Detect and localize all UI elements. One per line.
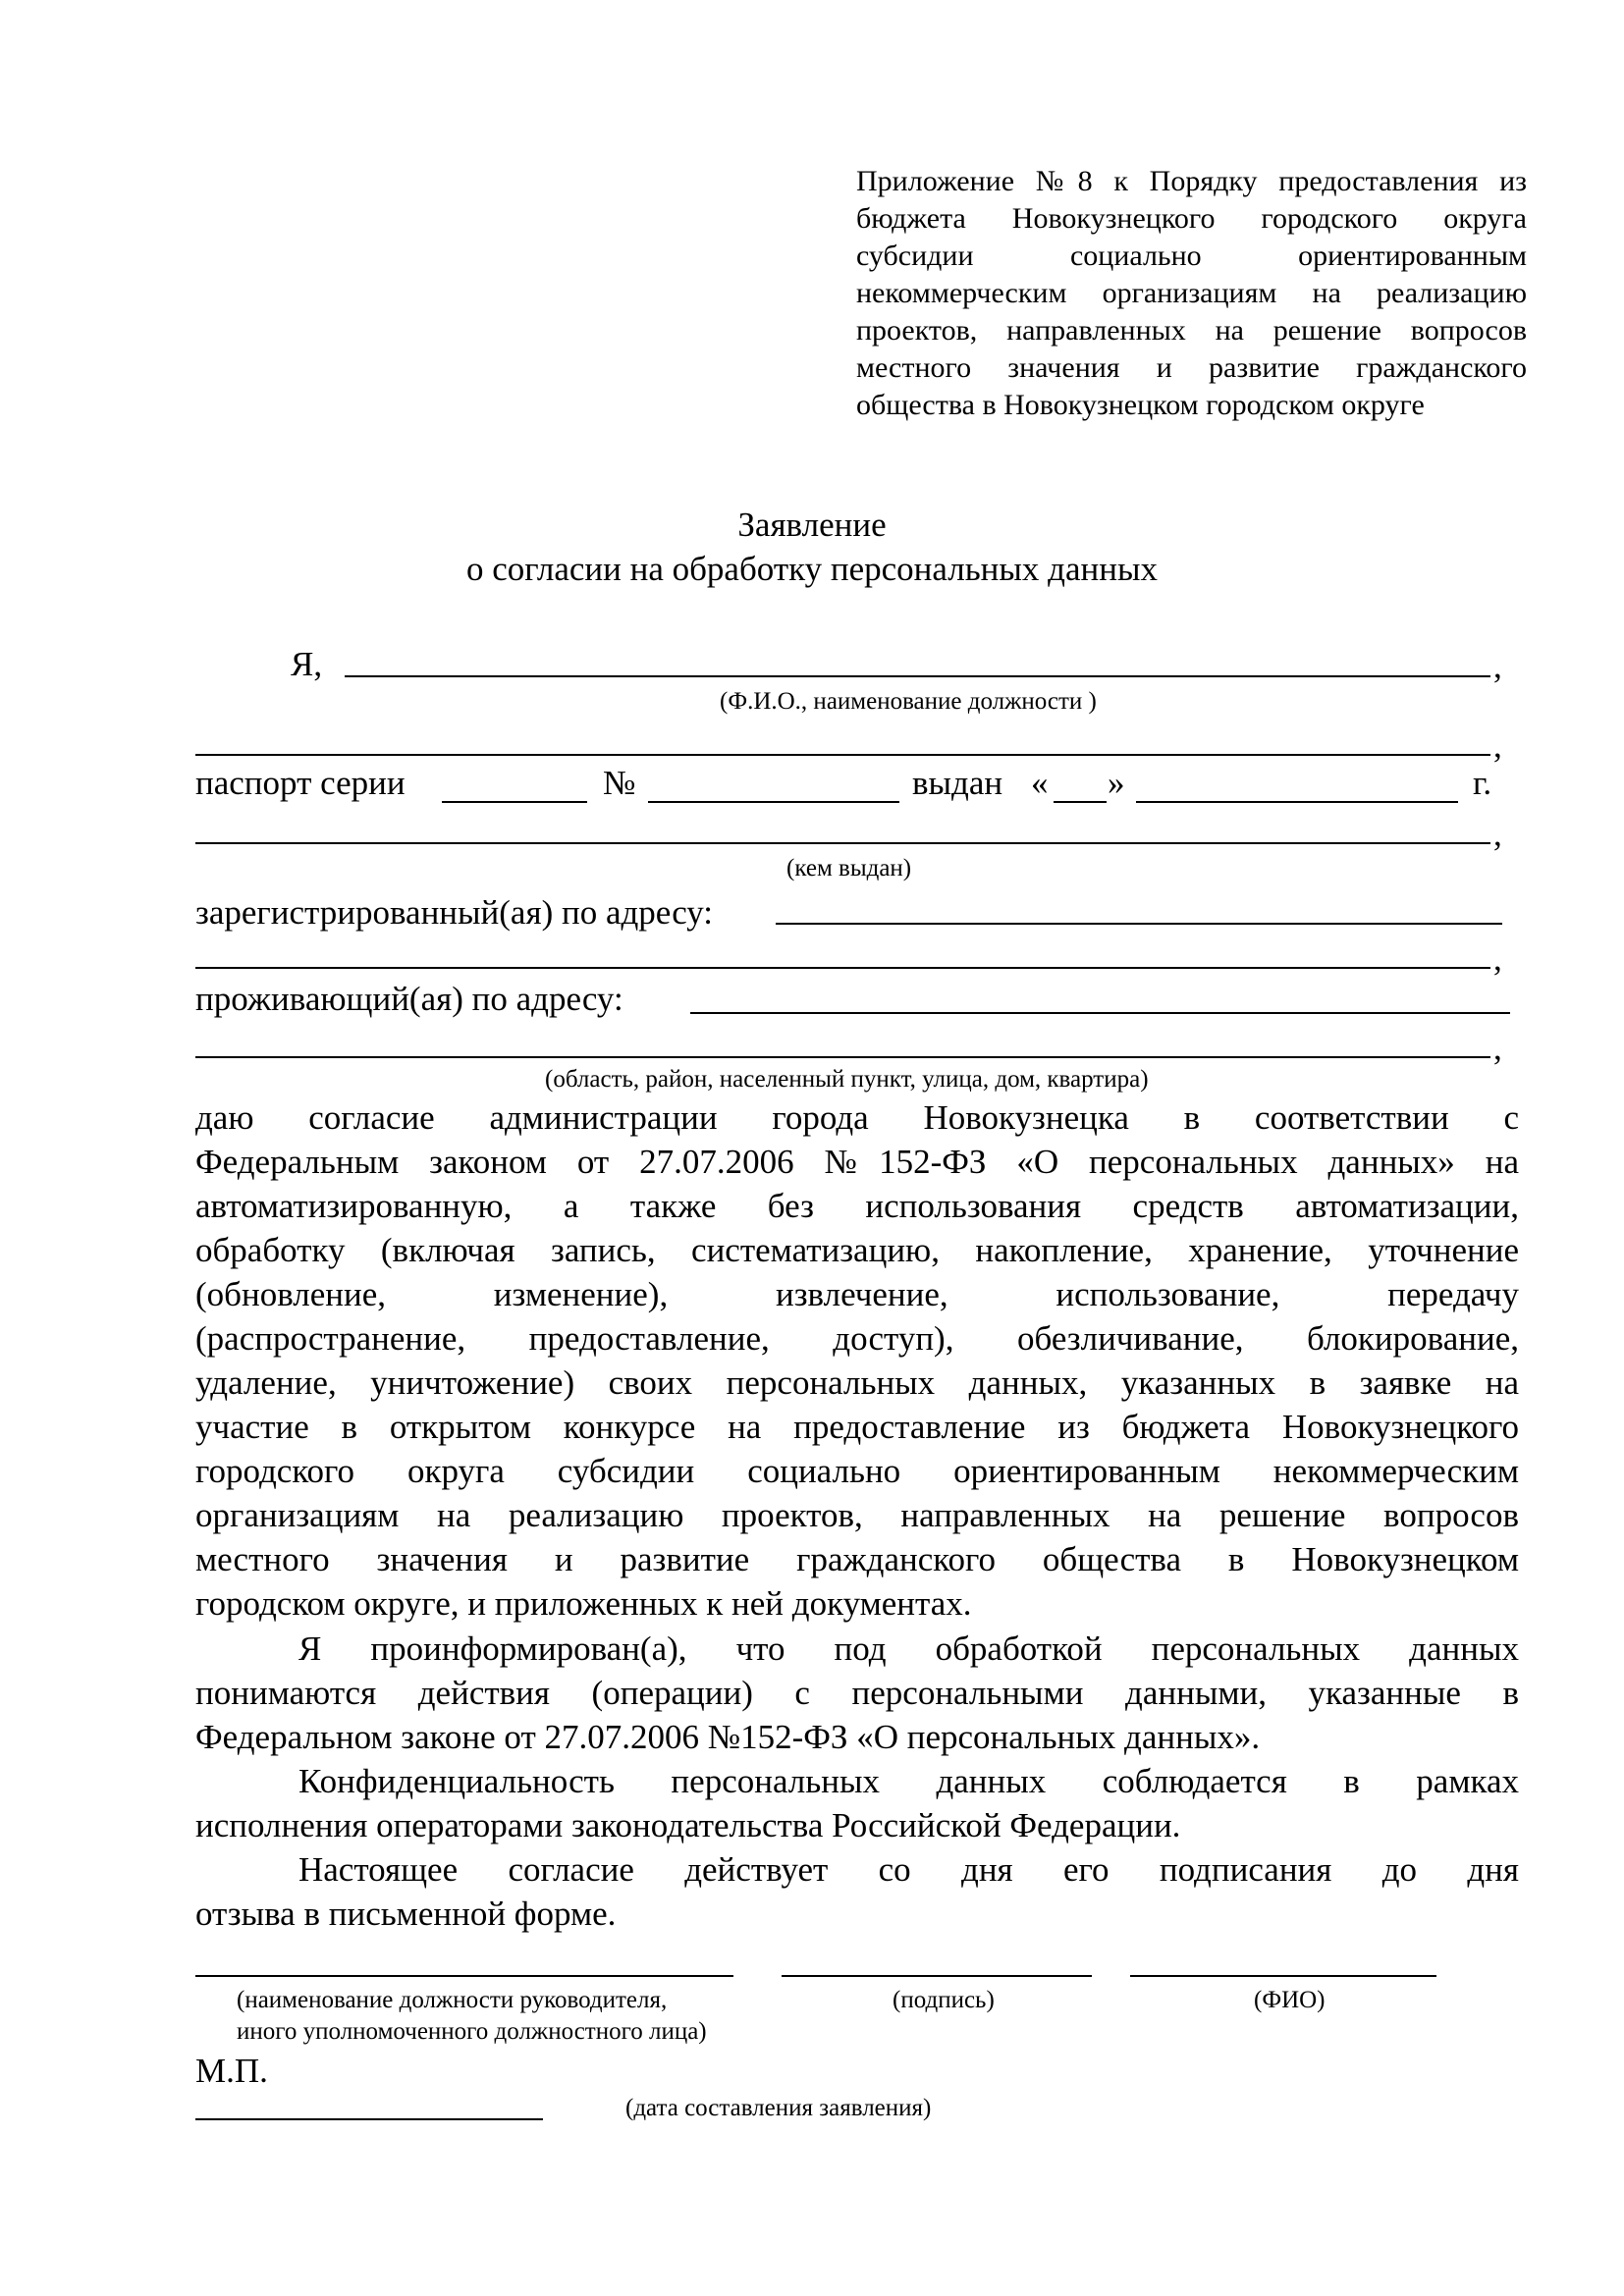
- comma: ,: [1493, 939, 1502, 978]
- issued-by-caption: (кем выдан): [786, 855, 912, 881]
- header-line: общества в Новокузнецком городском округе: [856, 389, 1425, 421]
- paragraph-line: даю согласие администрации города Новокузнецка в соответствии с: [195, 1098, 1519, 1137]
- header-line: субсидии социально ориентированным: [856, 240, 1527, 272]
- comma: ,: [1493, 1029, 1502, 1067]
- document-title: Заявление: [737, 506, 887, 544]
- paragraph-line: понимаются действия (операции) с персональными данными, указанные в: [195, 1674, 1519, 1712]
- header-line: некоммерческим организациям на реализацию: [856, 277, 1527, 309]
- confidentiality-paragraph: [195, 1759, 1519, 1847]
- paragraph-line: Конфиденциальность персональных данных соблюдается в рамках: [298, 1762, 1519, 1800]
- header-line: Приложение №8 к Порядку предоставления из: [856, 165, 1527, 197]
- year-suffix: г.: [1473, 764, 1492, 802]
- quote-open: «: [1031, 764, 1049, 802]
- passport-number-field[interactable]: [648, 801, 899, 803]
- paragraph-line: обработку (включая запись, систематизацию, накопление, хранение, уточнение: [195, 1231, 1519, 1269]
- paragraph-line: городском округе, и приложенных к ней документах.: [195, 1584, 972, 1623]
- header-line: бюджета Новокузнецкого городского округа: [856, 202, 1527, 235]
- comma: ,: [1493, 726, 1502, 765]
- paragraph-line: (распространение, предоставление, доступ), обезличивание, блокирование,: [195, 1319, 1519, 1358]
- i-label: Я,: [291, 645, 323, 683]
- issued-label: выдан: [912, 764, 1003, 802]
- paragraph-line: Федеральном законе от 27.07.2006 №152-ФЗ «О персональных данных».: [195, 1718, 1261, 1756]
- comma: ,: [1493, 647, 1502, 685]
- registered-address-field[interactable]: [776, 923, 1502, 925]
- registered-address-label: зарегистрированный(ая) по адресу:: [195, 893, 714, 932]
- position-caption-2: иного уполномоченного должностного лица): [237, 2018, 707, 2045]
- date-field[interactable]: [195, 2118, 543, 2120]
- passport-series-field[interactable]: [442, 801, 587, 803]
- paragraph-line: городского округа субсидии социально ориентированным некоммерческим: [195, 1452, 1519, 1490]
- position-caption-1: (наименование должности руководителя,: [237, 1987, 668, 2013]
- living-address-field-2[interactable]: [195, 1056, 1490, 1058]
- paragraph-line: участие в открытом конкурсе на предоставление из бюджета Новокузнецкого: [195, 1408, 1519, 1446]
- stamp-label: М.П.: [195, 2052, 268, 2090]
- header-line: местного значения и развитие гражданского: [856, 351, 1527, 384]
- living-address-label: проживающий(ая) по адресу:: [195, 980, 623, 1018]
- issued-by-field[interactable]: [195, 842, 1490, 844]
- informed-paragraph: [195, 1627, 1519, 1759]
- paragraph-line: Федеральным законом от 27.07.2006 №152-ФЗ «О персональных данных» на: [195, 1143, 1519, 1181]
- document-subtitle: о согласии на обработку персональных данных: [466, 550, 1158, 588]
- quote-close: »: [1108, 764, 1125, 802]
- appendix-header: [856, 163, 1527, 424]
- validity-paragraph: [195, 1847, 1519, 1936]
- paragraph-line: удаление, уничтожение) своих персональных данных, указанных в заявке на: [195, 1363, 1519, 1402]
- fio-sign-caption: (ФИО): [1254, 1987, 1326, 2013]
- passport-series-label: паспорт серии: [195, 764, 406, 802]
- position-signature-field[interactable]: [195, 1975, 733, 1977]
- paragraph-line: отзыва в письменной форме.: [195, 1895, 617, 1933]
- passport-number-label: №: [603, 764, 636, 802]
- issue-month-year-field[interactable]: [1136, 801, 1458, 803]
- issue-day-field[interactable]: [1054, 801, 1107, 803]
- paragraph-line: Настоящее согласие действует со дня его подписания до дня: [298, 1850, 1519, 1889]
- living-address-field[interactable]: [690, 1012, 1510, 1014]
- signature-fio-field[interactable]: [1130, 1975, 1436, 1977]
- address-caption: (область, район, населенный пункт, улица, дом, квартира): [545, 1066, 1149, 1093]
- header-line: проектов, направленных на решение вопросов: [856, 314, 1527, 347]
- fio-caption: (Ф.И.О., наименование должности ): [720, 688, 1097, 715]
- consent-paragraph: [195, 1095, 1519, 1626]
- paragraph-line: местного значения и развитие гражданского общества в Новокузнецком: [195, 1540, 1519, 1578]
- position-field[interactable]: [195, 754, 1490, 756]
- registered-address-field-2[interactable]: [195, 967, 1490, 969]
- fio-field[interactable]: [345, 675, 1490, 677]
- date-caption: (дата составления заявления): [625, 2095, 932, 2121]
- comma: ,: [1493, 815, 1502, 853]
- sign-caption: (подпись): [893, 1987, 995, 2013]
- signature-field[interactable]: [782, 1975, 1092, 1977]
- paragraph-line: автоматизированную, а также без использования средств автоматизации,: [195, 1187, 1519, 1225]
- paragraph-line: исполнения операторами законодательства Российской Федерации.: [195, 1806, 1181, 1844]
- paragraph-line: организациям на реализацию проектов, направленных на решение вопросов: [195, 1496, 1519, 1534]
- paragraph-line: (обновление, изменение), извлечение, использование, передачу: [195, 1275, 1519, 1313]
- paragraph-line: Я проинформирован(а), что под обработкой персональных данных: [298, 1629, 1519, 1668]
